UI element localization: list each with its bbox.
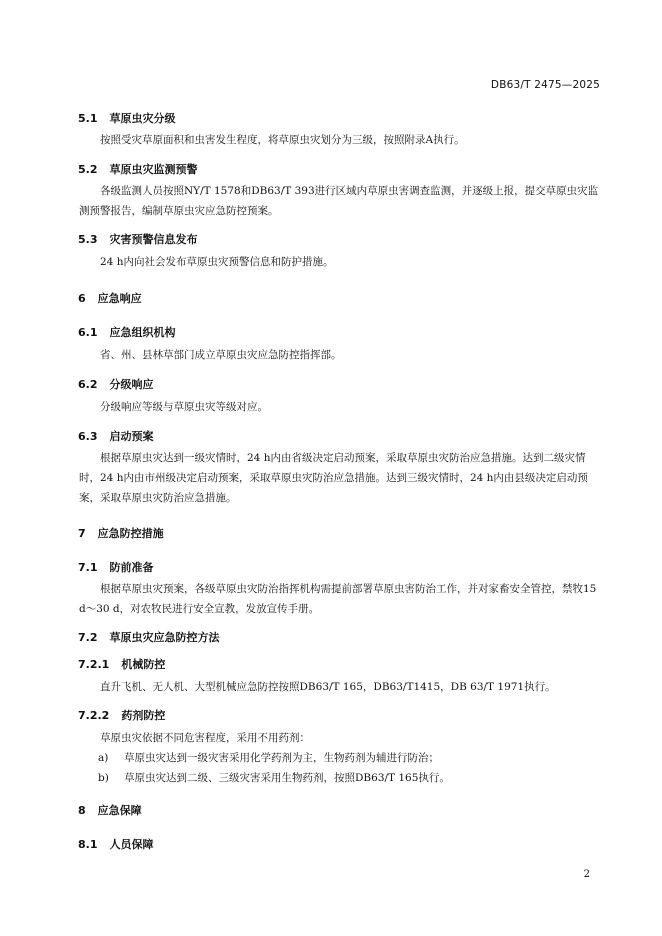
section-number: 5.1 (78, 112, 98, 125)
section-title: 防前准备 (109, 561, 154, 574)
section-title: 草原虫灾分级 (109, 112, 176, 125)
paragraph: 各级监测人员按照NY/T 1578和DB63/T 393进行区域内草原虫害调查监测，并逐级上报，提交草原虫灾监测预警报告，编制草原虫灾应急防控预案。 (79, 185, 599, 217)
section-number: 7.2.2 (78, 709, 110, 722)
section-number: 8.1 (78, 838, 98, 851)
paragraph: 草原虫灾依据不同危害程度，采用不用药剂： (100, 732, 310, 744)
section-heading-6-3 (78, 428, 154, 444)
section-title: 分级响应 (109, 378, 154, 391)
paragraph: 24 h内向社会发布草原虫灾预警信息和防护措施。 (100, 256, 334, 268)
section-title: 人员保障 (109, 838, 154, 851)
list-item-text: 草原虫灾达到二级、三级灾害采用生物药剂，按照DB63/T 165执行。 (124, 772, 450, 784)
section-number: 5.3 (78, 233, 98, 246)
section-heading-5-1 (78, 110, 176, 126)
list-item (98, 770, 450, 785)
section-heading-7-2 (78, 629, 220, 645)
page-number: 2 (583, 869, 590, 880)
section-heading-7-2-2 (78, 707, 165, 723)
standard-code: DB63/T 2475—2025 (490, 79, 600, 91)
section-title: 草原虫灾应急防控方法 (109, 631, 220, 644)
section-number: 8 (78, 804, 86, 817)
section-number: 7 (78, 527, 86, 540)
list-marker: b) (98, 772, 109, 784)
section-number: 7.2.1 (78, 658, 110, 671)
section-title: 应急保障 (97, 804, 142, 817)
paragraph: 根据草原虫灾达到一级灾情时，24 h内由省级决定启动预案，采取草原虫灾防治应急措施。达到二级灾情时，24 h内由市州级决定启动预案，采取草原虫灾防治应急措施。达到三级灾情时，24 h内由县级决定启动预案，采取草原虫灾防治应急措施。 (79, 452, 588, 504)
paragraph: 分级响应等级与草原虫灾等级对应。 (100, 401, 268, 413)
section-title: 应急组织机构 (109, 326, 176, 339)
section-number: 6.2 (78, 378, 98, 391)
list-marker: a) (98, 752, 109, 764)
paragraph: 直升飞机、无人机、大型机械应急防控按照DB63/T 165，DB63/T1415，DB 63/T 1971执行。 (100, 681, 556, 693)
section-heading-6-2 (78, 376, 154, 392)
section-number: 7.1 (78, 561, 98, 574)
section-heading-5-2 (78, 161, 198, 177)
section-number: 6.1 (78, 326, 98, 339)
paragraph: 根据草原虫灾预案，各级草原虫灾防治指挥机构需提前部署草原虫害防治工作，并对家畜安全管控，禁牧15 d～30 d，对农牧民进行安全宣教，发放宣传手册。 (79, 583, 597, 615)
section-heading-7 (78, 525, 164, 541)
section-title: 应急防控措施 (97, 527, 164, 540)
paragraph: 省、州、县林草部门成立草原虫灾应急防控指挥部。 (100, 349, 342, 361)
section-title: 启动预案 (109, 430, 154, 443)
section-number: 5.2 (78, 163, 98, 176)
section-title: 药剂防控 (121, 709, 166, 722)
section-title: 机械防控 (121, 658, 166, 671)
section-heading-7-2-1 (78, 656, 165, 672)
section-heading-8-1 (78, 836, 154, 852)
list-item-text: 草原虫灾达到一级灾害采用化学药剂为主，生物药剂为辅进行防治； (124, 752, 439, 764)
section-heading-5-3 (78, 231, 198, 247)
paragraph: 按照受灾草原面积和虫害发生程度，将草原虫灾划分为三级，按照附录A执行。 (100, 134, 465, 146)
section-number: 6.3 (78, 430, 98, 443)
section-title: 应急响应 (97, 292, 142, 305)
section-number: 7.2 (78, 631, 98, 644)
section-title: 草原虫灾监测预警 (109, 163, 198, 176)
section-heading-8 (78, 802, 142, 818)
list-item (98, 750, 439, 765)
section-title: 灾害预警信息发布 (109, 233, 198, 246)
section-heading-7-1 (78, 559, 154, 575)
section-number: 6 (78, 292, 86, 305)
section-heading-6 (78, 290, 142, 306)
section-heading-6-1 (78, 324, 176, 340)
